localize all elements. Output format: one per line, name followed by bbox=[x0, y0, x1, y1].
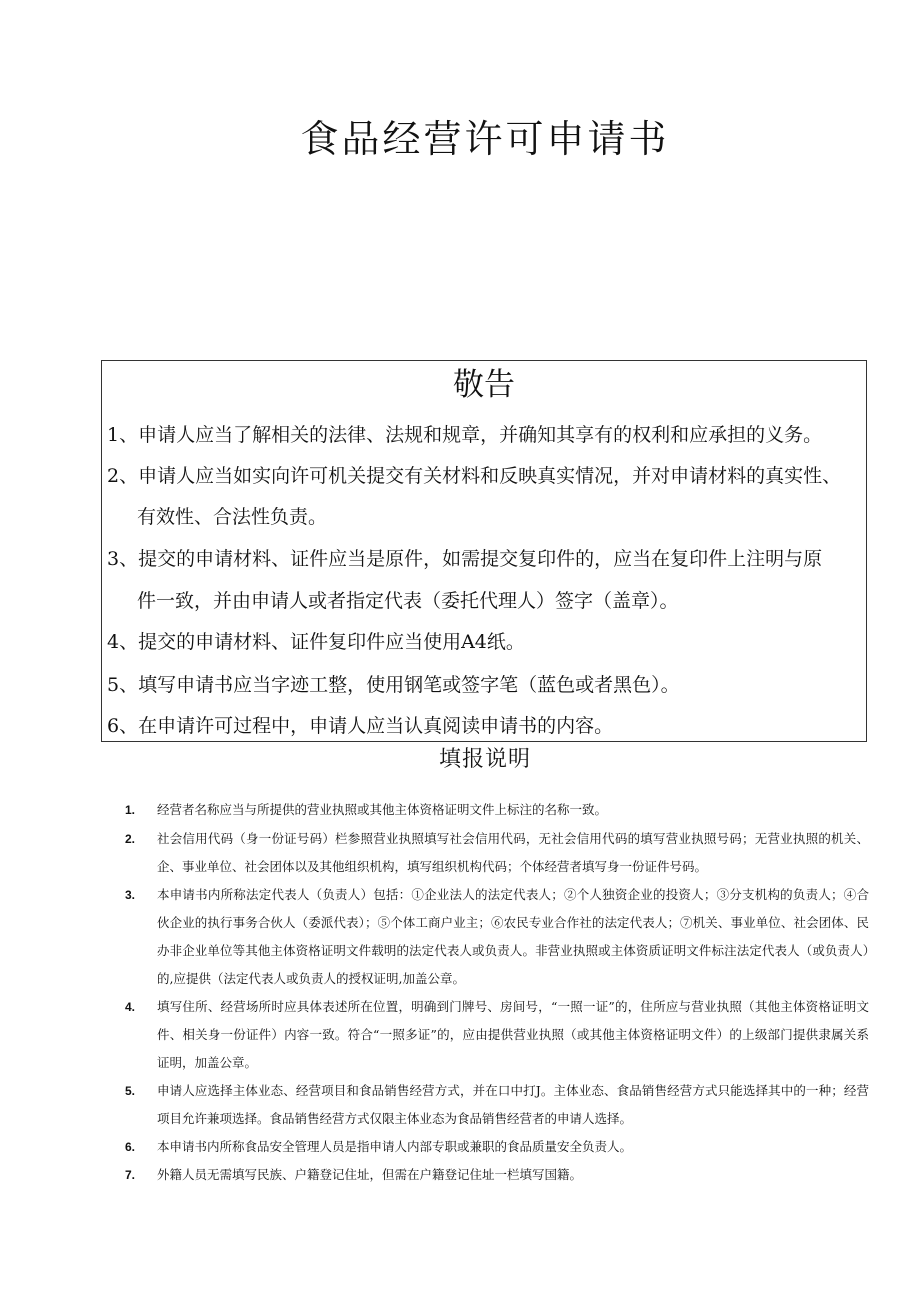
instruction-number: 5. bbox=[125, 1084, 136, 1098]
notice-box bbox=[101, 360, 867, 742]
notice-heading: 敬告 bbox=[453, 367, 515, 403]
document-title: 食品经营许可申请书 bbox=[300, 117, 670, 161]
instruction-number: 7. bbox=[125, 1168, 136, 1182]
instruction-text: 经营者名称应当与所提供的营业执照或其他主体资格证明文件上标注的名称一致。 bbox=[157, 802, 608, 817]
instruction-number: 4. bbox=[125, 1000, 136, 1014]
instructions-title: 填报说明 bbox=[438, 747, 531, 772]
instruction-text: 本申请书内所称食品安全管理人员是指申请人内部专职或兼职的食品质量安全负责人。 bbox=[157, 1139, 633, 1154]
notice-item-3-continued: 件一致，并由申请人或者指定代表（委托代理人）签字（盖章）。 bbox=[137, 590, 679, 612]
notice-item-3: 3、提交的申请材料、证件应当是原件，如需提交复印件的，应当在复印件上注明与原 bbox=[107, 548, 823, 570]
notice-item-2: 2、申请人应当如实向许可机关提交有关材料和反映真实情况，并对申请材料的真实性、 bbox=[107, 465, 842, 487]
instruction-number: 3. bbox=[125, 888, 136, 902]
instruction-number: 2. bbox=[125, 832, 136, 846]
instruction-text: 本申请书内所称法定代表人（负责人）包括：①企业法人的法定代表人；②个人独资企业的投资人；③分支机构的负责人；④合伙企业的执行事务合伙人（委派代表）；⑤个体工商户业主；⑥农民专业合作社的法定代表人；⑦机关、事业单位、社会团体、民办非企业单位等其他主体资格证明文件载明的法定代表人或负责人。非营业执照或主体资质证明文件标注法定代表人（或负责人）的,应提供（法定代表人或负责人的授权证明,加盖公章。 bbox=[157, 887, 869, 986]
notice-item-6: 6、在申请许可过程中，申请人应当认真阅读申请书的内容。 bbox=[107, 715, 614, 737]
notice-item-2-continued: 有效性、合法性负责。 bbox=[137, 506, 328, 528]
instruction-number: 6. bbox=[125, 1140, 136, 1154]
instruction-text: 申请人应选择主体业态、经营项目和食品销售经营方式，并在口中打J。主体业态、食品销售经营方式只能选择其中的一种；经营项目允许兼项选择。食品销售经营方式仅限主体业态为食品销售经营者的申请人选择。 bbox=[157, 1083, 869, 1126]
notice-item-5: 5、填写申请书应当字迹工整，使用钢笔或签字笔（蓝色或者黑色）。 bbox=[107, 674, 680, 696]
notice-item-4: 4、提交的申请材料、证件复印件应当使用A4纸。 bbox=[107, 631, 525, 653]
instruction-number: 1. bbox=[125, 803, 136, 817]
notice-item-1: 1、申请人应当了解相关的法律、法规和规章，并确知其享有的权利和应承担的义务。 bbox=[107, 424, 823, 446]
instruction-text: 社会信用代码（身一份证号码）栏参照营业执照填写社会信用代码，无社会信用代码的填写营业执照号码；无营业执照的机关、企、事业单位、社会团体以及其他组织机构，填写组织机构代码；个体经营者填写身一份证件号码。 bbox=[157, 831, 869, 874]
instruction-text: 填写住所、经营场所时应具体表述所在位置，明确到门牌号、房间号，“一照一证”的，住所应与营业执照（其他主体资格证明文件、相关身一份证件）内容一致。符合“一照多证”的，应由提供营业执照（或其他主体资格证明文件）的上级部门提供隶属关系证明，加盖公章。 bbox=[157, 999, 869, 1070]
instruction-text: 外籍人员无需填写民族、户籍登记住址，但需在户籍登记住址一栏填写国籍。 bbox=[157, 1167, 583, 1182]
